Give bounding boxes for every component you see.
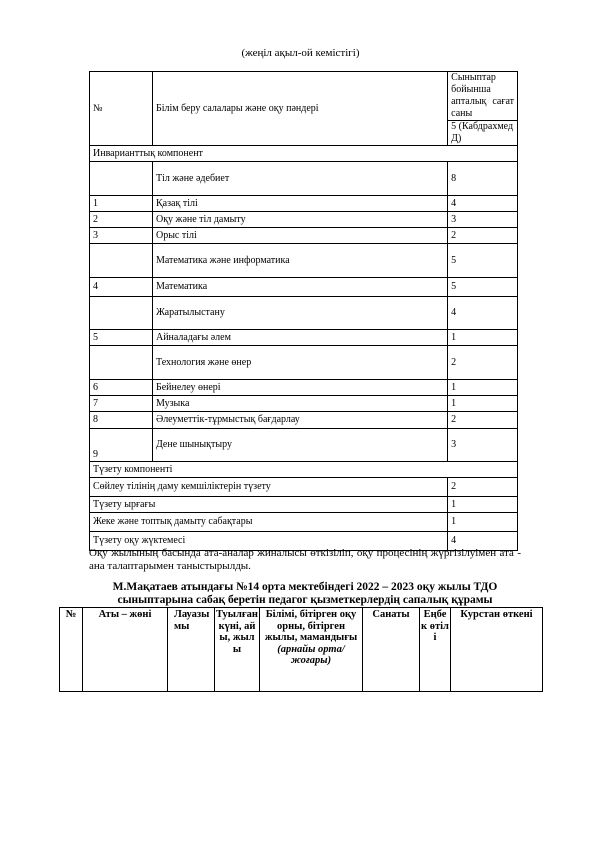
row-num (90, 244, 153, 278)
row-num: 5 (90, 330, 153, 346)
header-subject: Білім беру салалары және оқу пәндері (152, 72, 447, 146)
row-hours: 4 (448, 297, 518, 330)
table-row (90, 330, 518, 346)
row-num: 3 (90, 228, 153, 244)
row-subject: Орыс тілі (152, 228, 447, 244)
table-row (90, 380, 518, 396)
staff-col-name: Аты – жөні (83, 608, 168, 692)
row-num (90, 346, 153, 380)
section-row (90, 146, 518, 162)
row-hours: 3 (448, 429, 518, 462)
table-row (90, 396, 518, 412)
table-row (90, 346, 518, 380)
row-hours: 3 (448, 212, 518, 228)
correction-hours: 2 (448, 478, 518, 497)
row-subject: Музыка (152, 396, 447, 412)
row-num: 8 (90, 412, 153, 429)
row-hours: 2 (448, 228, 518, 244)
row-subject: Жаратылыстану (152, 297, 447, 330)
table-row (90, 497, 518, 513)
row-subject: Математика және информатика (152, 244, 447, 278)
row-num: 7 (90, 396, 153, 412)
table-header-row (90, 72, 518, 121)
row-subject: Тіл және әдебиет (152, 162, 447, 196)
row-num (90, 297, 153, 330)
curriculum-table (89, 71, 518, 551)
table-row (90, 412, 518, 429)
row-hours: 4 (448, 196, 518, 212)
row-hours: 1 (448, 380, 518, 396)
staff-title-line1: М.Мақатаев атындағы №14 орта мектебіндегі 2022 – 2023 оқу жылы ТДО (112, 581, 498, 593)
row-subject: Дене шынықтыру (152, 429, 447, 462)
row-num: 4 (90, 278, 153, 297)
row-hours: 5 (448, 278, 518, 297)
staff-col-num: № (60, 608, 83, 692)
row-subject: Қазақ тілі (152, 196, 447, 212)
table-row (90, 244, 518, 278)
row-hours: 5 (448, 244, 518, 278)
correction-subject: Жеке және топтық дамыту сабақтары (90, 513, 448, 532)
staff-table (59, 607, 543, 692)
correction-subject: Сөйлеу тілінің даму кемшіліктерін түзету (90, 478, 448, 497)
page-title: (жеңіл ақыл-ой кемістігі) (241, 47, 360, 59)
table-row (90, 513, 518, 532)
section-invariant: Инварианттық компонент (90, 146, 518, 162)
table-row (90, 429, 518, 462)
table-row (90, 162, 518, 196)
row-subject: Математика (152, 278, 447, 297)
header-class: 5 (Кабдрахмед Д) (448, 121, 518, 146)
staff-col-education-note: (арнайы орта/жоғары) (277, 643, 345, 666)
meeting-paragraph: Оқу жылының басында ата-аналар жиналысы өткізіліп, оқу процесінің жүргізілуімен ата - ана талаптарымен таныстырылды. (89, 547, 521, 572)
row-subject: Бейнелеу өнері (152, 380, 447, 396)
row-subject: Оқу және тіл дамыту (152, 212, 447, 228)
staff-col-position: Лауазымы (168, 608, 215, 692)
section-correction: Түзету компоненті (90, 462, 518, 478)
correction-hours: 4 (448, 532, 518, 551)
staff-col-experience: Еңбек өтілі (420, 608, 451, 692)
row-num: 1 (90, 196, 153, 212)
table-row (90, 478, 518, 497)
staff-col-category: Санаты (363, 608, 420, 692)
row-hours: 8 (448, 162, 518, 196)
correction-hours: 1 (448, 513, 518, 532)
header-num: № (90, 72, 153, 146)
row-subject: Технология және өнер (152, 346, 447, 380)
staff-col-courses: Курстан өткені (451, 608, 543, 692)
row-hours: 2 (448, 346, 518, 380)
table-row (90, 196, 518, 212)
row-num (90, 162, 153, 196)
staff-col-birth: Туылған күні, айы, жылы (215, 608, 260, 692)
table-row (90, 228, 518, 244)
row-num: 6 (90, 380, 153, 396)
table-row (90, 297, 518, 330)
staff-title-line2: сыныптарына сабақ беретін педагог қызметкерлердің сапалық құрамы (117, 594, 493, 606)
row-num: 9 (90, 429, 153, 462)
header-hours: Сыныптар бойынша апталық сағат саны (448, 72, 518, 121)
row-hours: 1 (448, 396, 518, 412)
row-subject: Әлеуметтік-тұрмыстық бағдарлау (152, 412, 447, 429)
row-subject: Айналадағы әлем (152, 330, 447, 346)
row-hours: 1 (448, 330, 518, 346)
staff-header-row (60, 608, 543, 692)
row-num: 2 (90, 212, 153, 228)
staff-col-education-text: Білімі, бітірген оқу орны, бітірген жылы, мамандығы (264, 609, 358, 643)
correction-subject: Түзету оқу жүктемесі (90, 532, 448, 551)
correction-subject: Түзету ырғағы (90, 497, 448, 513)
section-row (90, 462, 518, 478)
staff-col-education (260, 608, 363, 692)
correction-hours: 1 (448, 497, 518, 513)
table-row (90, 212, 518, 228)
row-hours: 2 (448, 412, 518, 429)
table-row (90, 278, 518, 297)
